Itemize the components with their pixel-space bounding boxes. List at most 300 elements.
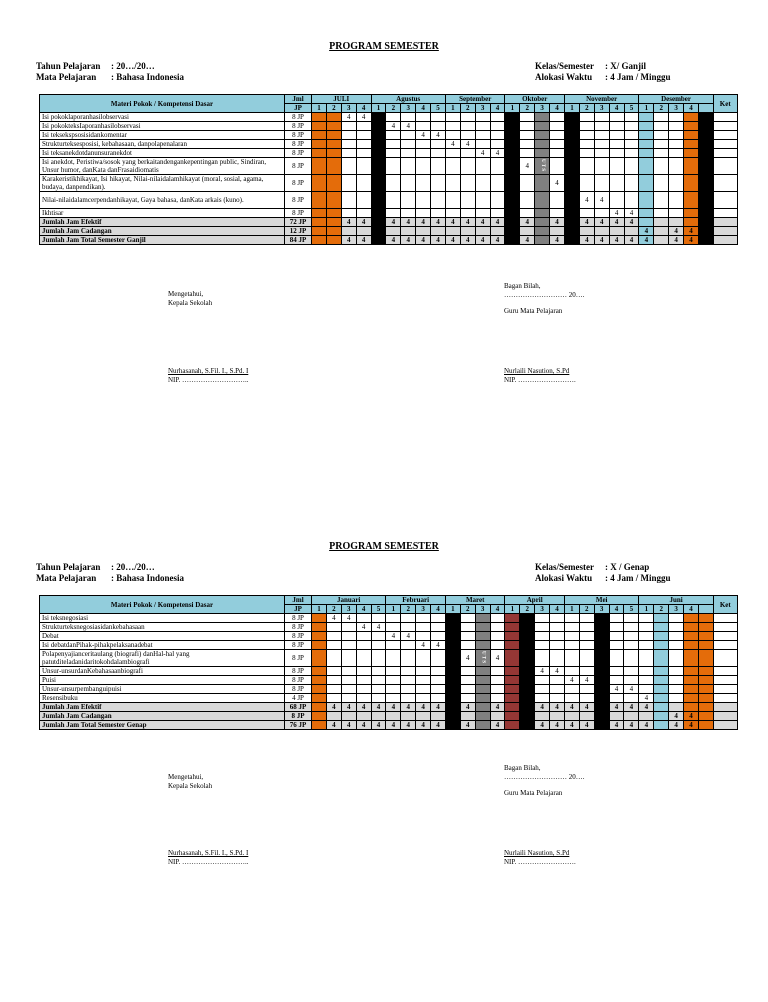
week-cell — [326, 685, 341, 694]
week-cell — [341, 694, 356, 703]
week-cell: 4 — [490, 650, 505, 667]
week-cell — [416, 113, 431, 122]
guru-text: Guru Mata Pelajaran — [504, 307, 563, 315]
week-cell — [624, 712, 639, 721]
week-cell — [460, 676, 475, 685]
week-cell — [490, 694, 505, 703]
week-cell: 4 — [669, 721, 684, 730]
week-cell — [460, 227, 475, 236]
week-cell — [579, 149, 594, 158]
header-row-months — [40, 95, 738, 104]
week-cell: 4 — [386, 218, 401, 227]
week-cell — [326, 712, 341, 721]
table-row — [40, 131, 738, 140]
week-cell — [698, 122, 713, 131]
week-cell — [669, 131, 684, 140]
uts-label: U T S — [540, 158, 546, 172]
week-cell — [579, 175, 594, 192]
week-cell — [609, 192, 624, 209]
week-cell — [684, 685, 699, 694]
week-cell — [371, 712, 386, 721]
ket-cell — [713, 721, 737, 730]
week-header: 1 — [639, 104, 654, 113]
week-header: 2 — [654, 104, 669, 113]
week-cell: 4 — [505, 158, 520, 175]
week-cell — [341, 685, 356, 694]
week-cell — [639, 113, 654, 122]
week-cell — [356, 158, 371, 175]
week-header: 2 — [460, 605, 475, 614]
week-header: 3 — [475, 104, 490, 113]
week-cell: 4 — [356, 218, 371, 227]
week-cell — [535, 632, 550, 641]
week-cell — [371, 149, 386, 158]
week-cell — [639, 149, 654, 158]
week-header: 4 — [684, 605, 699, 614]
week-cell — [312, 175, 327, 192]
week-cell — [341, 209, 356, 218]
week-cell: 4 — [609, 236, 624, 245]
week-cell — [371, 227, 386, 236]
week-cell — [475, 685, 490, 694]
week-cell — [490, 614, 505, 623]
week-header: 2 — [520, 104, 535, 113]
week-cell — [386, 694, 401, 703]
week-cell: 4 — [416, 131, 431, 140]
week-cell — [698, 158, 713, 175]
tahun-value: : 20…/20… — [111, 562, 155, 572]
week-cell — [624, 694, 639, 703]
week-cell — [654, 236, 669, 245]
week-header: 1 — [312, 104, 327, 113]
materi-cell: Isi teksnegosiasi — [40, 614, 285, 623]
week-cell — [371, 209, 386, 218]
week-cell — [609, 158, 624, 175]
week-cell: 4 — [431, 236, 446, 245]
week-cell — [371, 122, 386, 131]
kepala-sekolah-text: Kepala Sekolah — [168, 299, 213, 307]
week-cell — [505, 122, 520, 131]
week-cell: 4 — [445, 218, 460, 227]
week-cell — [386, 175, 401, 192]
week-cell — [460, 623, 475, 632]
week-cell — [431, 685, 446, 694]
week-cell — [445, 149, 460, 158]
week-cell: 4 — [579, 676, 594, 685]
week-cell — [654, 712, 669, 721]
week-cell — [445, 175, 460, 192]
week-cell — [698, 667, 713, 676]
week-cell — [341, 623, 356, 632]
week-cell — [445, 131, 460, 140]
week-cell — [550, 131, 565, 140]
week-cell — [312, 236, 327, 245]
jml-cell: 72 JP — [285, 218, 312, 227]
week-header: 4 — [490, 605, 505, 614]
week-cell — [445, 712, 460, 721]
week-cell: 4 — [609, 685, 624, 694]
week-cell — [565, 113, 580, 122]
ket-cell — [713, 685, 737, 694]
week-cell — [401, 227, 416, 236]
table-row — [40, 113, 738, 122]
week-cell — [505, 712, 520, 721]
week-cell — [684, 149, 699, 158]
week-cell: 4 — [684, 236, 699, 245]
week-cell — [535, 140, 550, 149]
week-cell — [386, 209, 401, 218]
week-cell — [520, 721, 535, 730]
week-cell: 4 — [326, 614, 341, 623]
week-cell — [341, 175, 356, 192]
week-cell — [505, 623, 520, 632]
ket-cell — [713, 113, 737, 122]
week-cell — [356, 131, 371, 140]
week-cell — [475, 131, 490, 140]
week-cell: 4 — [416, 236, 431, 245]
week-cell — [505, 667, 520, 676]
table-row — [40, 632, 738, 641]
week-cell — [654, 227, 669, 236]
materi-cell: Isi pokokteksIaporanhasilobservasi — [40, 122, 285, 131]
week-cell — [698, 140, 713, 149]
week-cell — [401, 650, 416, 667]
week-cell — [669, 632, 684, 641]
week-cell — [609, 650, 624, 667]
week-cell — [431, 209, 446, 218]
week-cell: 4 — [401, 632, 416, 641]
week-cell — [356, 694, 371, 703]
month-header: Oktober — [505, 95, 565, 104]
week-cell — [312, 131, 327, 140]
week-cell — [490, 192, 505, 209]
summary-row — [40, 712, 738, 721]
week-cell — [386, 676, 401, 685]
table-row — [40, 140, 738, 149]
week-cell — [445, 694, 460, 703]
week-cell — [684, 122, 699, 131]
week-cell — [341, 676, 356, 685]
week-cell — [445, 650, 460, 667]
week-cell — [698, 721, 713, 730]
week-cell — [639, 140, 654, 149]
week-cell — [326, 140, 341, 149]
week-cell — [416, 227, 431, 236]
week-cell: 4 — [535, 703, 550, 712]
week-header: 4 — [609, 605, 624, 614]
week-header: 5 — [624, 605, 639, 614]
week-cell — [401, 694, 416, 703]
week-cell — [654, 218, 669, 227]
week-header: 1 — [505, 104, 520, 113]
table-row — [40, 122, 738, 131]
week-cell — [550, 140, 565, 149]
table-row — [40, 676, 738, 685]
week-cell — [669, 623, 684, 632]
week-cell — [579, 122, 594, 131]
summary-row — [40, 227, 738, 236]
week-cell — [475, 694, 490, 703]
week-cell — [431, 113, 446, 122]
jml-cell: 8 JP — [285, 192, 312, 209]
week-cell: 4 — [579, 721, 594, 730]
week-header: 3 — [401, 104, 416, 113]
table-row — [40, 192, 738, 209]
week-cell — [475, 209, 490, 218]
week-cell — [520, 209, 535, 218]
week-cell: 4 — [594, 218, 609, 227]
week-cell: 4 — [401, 721, 416, 730]
week-cell — [505, 192, 520, 209]
week-cell — [445, 192, 460, 209]
week-cell — [505, 694, 520, 703]
week-cell — [639, 712, 654, 721]
uts-label: U T S — [480, 650, 486, 664]
week-cell: 4 — [490, 703, 505, 712]
week-cell — [520, 149, 535, 158]
week-cell: 4 — [416, 721, 431, 730]
ket-cell — [713, 175, 737, 192]
guru-name: Nurlaili Nasution, S.Pd — [504, 849, 570, 857]
week-cell — [594, 676, 609, 685]
week-cell — [654, 641, 669, 650]
week-header: 5 — [624, 104, 639, 113]
week-cell — [609, 122, 624, 131]
jml-cell: 84 JP — [285, 236, 312, 245]
week-cell — [490, 227, 505, 236]
week-cell — [356, 614, 371, 623]
week-cell — [535, 149, 550, 158]
week-cell — [624, 140, 639, 149]
program-table-genap — [39, 595, 738, 730]
week-cell — [341, 158, 356, 175]
week-cell — [312, 694, 327, 703]
week-cell — [386, 149, 401, 158]
week-cell — [431, 158, 446, 175]
week-cell — [564, 685, 579, 694]
week-cell — [490, 209, 505, 218]
week-header: 2 — [460, 104, 475, 113]
tahun-label: Tahun Pelajaran — [36, 61, 101, 71]
week-cell — [684, 650, 699, 667]
week-cell — [520, 623, 535, 632]
tahun-value: : 20…/20… — [111, 61, 155, 71]
week-cell — [475, 703, 490, 712]
week-cell — [669, 218, 684, 227]
week-cell — [639, 685, 654, 694]
week-cell — [460, 632, 475, 641]
page-title: PROGRAM SEMESTER — [329, 41, 439, 52]
jml-cell: 8 JP — [285, 131, 312, 140]
week-cell: 4 — [550, 667, 565, 676]
week-cell — [698, 236, 713, 245]
week-cell: 4 — [416, 641, 431, 650]
table-row — [40, 614, 738, 623]
week-cell — [594, 721, 609, 730]
week-cell — [401, 175, 416, 192]
week-cell: 4 — [386, 721, 401, 730]
week-cell — [386, 192, 401, 209]
week-cell — [550, 158, 565, 175]
week-cell — [445, 667, 460, 676]
ket-cell — [713, 122, 737, 131]
summary-row — [40, 703, 738, 712]
signature-right-name-2 — [504, 849, 576, 867]
week-cell — [535, 122, 550, 131]
materi-cell: Unsur-unsurpembanguipuisi — [40, 685, 285, 694]
jml-cell: 8 JP — [285, 209, 312, 218]
week-cell — [654, 632, 669, 641]
week-cell — [326, 676, 341, 685]
week-cell — [431, 227, 446, 236]
week-cell — [326, 209, 341, 218]
week-cell — [371, 650, 386, 667]
ket-cell — [713, 641, 737, 650]
week-cell — [475, 227, 490, 236]
week-cell — [401, 149, 416, 158]
week-cell — [579, 227, 594, 236]
week-cell — [401, 131, 416, 140]
summary-label: Jumlah Jam Total Semester Genap — [40, 721, 285, 730]
jp-header: JP — [285, 104, 312, 113]
month-header: Desember — [639, 95, 713, 104]
week-cell — [326, 218, 341, 227]
materi-cell: Debat — [40, 632, 285, 641]
week-cell: 4 — [341, 721, 356, 730]
week-cell — [639, 650, 654, 667]
week-cell — [565, 158, 580, 175]
week-cell — [698, 192, 713, 209]
week-cell — [624, 131, 639, 140]
week-cell: 4 — [416, 218, 431, 227]
kelas-value: : X / Genap — [605, 562, 650, 572]
week-cell — [609, 149, 624, 158]
week-cell — [520, 192, 535, 209]
week-cell — [669, 694, 684, 703]
week-cell — [550, 676, 565, 685]
week-cell — [550, 122, 565, 131]
week-cell: 4 — [669, 227, 684, 236]
week-cell: 4 — [520, 218, 535, 227]
week-cell — [460, 192, 475, 209]
guru-text: Guru Mata Pelajaran — [504, 789, 563, 797]
week-cell — [579, 694, 594, 703]
week-cell — [639, 623, 654, 632]
week-cell — [535, 175, 550, 192]
week-cell — [565, 131, 580, 140]
week-cell: 4 — [416, 703, 431, 712]
week-cell — [341, 667, 356, 676]
week-cell — [475, 175, 490, 192]
week-cell — [341, 140, 356, 149]
week-cell — [460, 175, 475, 192]
week-cell — [371, 140, 386, 149]
week-cell — [460, 209, 475, 218]
week-cell — [535, 685, 550, 694]
jml-cell: 76 JP — [285, 721, 312, 730]
week-cell — [326, 650, 341, 667]
week-cell — [669, 149, 684, 158]
week-cell — [460, 712, 475, 721]
week-cell — [312, 676, 327, 685]
week-cell — [371, 694, 386, 703]
week-cell — [341, 149, 356, 158]
week-cell — [490, 158, 505, 175]
week-cell — [341, 227, 356, 236]
week-cell — [416, 149, 431, 158]
week-cell — [684, 632, 699, 641]
alokasi-value: : 4 Jam / Minggu — [605, 573, 671, 583]
week-cell — [371, 131, 386, 140]
week-cell — [326, 175, 341, 192]
signature-right — [504, 282, 585, 316]
week-cell — [505, 113, 520, 122]
week-cell — [475, 721, 490, 730]
week-cell — [609, 632, 624, 641]
week-cell: 4 — [356, 703, 371, 712]
week-cell — [431, 149, 446, 158]
week-cell — [371, 667, 386, 676]
week-cell: 4 — [475, 149, 490, 158]
week-cell — [356, 650, 371, 667]
kepala-sekolah-text: Kepala Sekolah — [168, 782, 213, 790]
week-cell — [312, 650, 327, 667]
week-cell — [460, 694, 475, 703]
info-left — [36, 61, 184, 83]
kepala-nip: NIP. ……………………….. — [168, 376, 249, 384]
week-cell: 4 — [386, 632, 401, 641]
week-cell — [535, 623, 550, 632]
week-cell — [669, 685, 684, 694]
week-header: 2 — [386, 104, 401, 113]
week-cell — [356, 676, 371, 685]
ket-cell — [713, 650, 737, 667]
month-header: Mei — [564, 596, 638, 605]
week-cell — [654, 623, 669, 632]
week-cell — [356, 685, 371, 694]
table-row — [40, 641, 738, 650]
week-cell — [475, 158, 490, 175]
week-header: 2 — [326, 104, 341, 113]
week-cell — [594, 632, 609, 641]
week-cell — [594, 641, 609, 650]
jml-cell: 12 JP — [285, 227, 312, 236]
week-cell — [356, 632, 371, 641]
week-cell: 4 — [460, 236, 475, 245]
week-cell: 4 — [341, 113, 356, 122]
week-cell: 4 — [624, 721, 639, 730]
jml-cell: 8 JP — [285, 632, 312, 641]
week-cell — [445, 632, 460, 641]
week-header: 1 — [445, 605, 460, 614]
week-cell — [445, 676, 460, 685]
week-header-spacer — [698, 605, 713, 614]
week-cell — [401, 685, 416, 694]
header-row-months — [40, 596, 738, 605]
week-cell — [639, 209, 654, 218]
alokasi-label: Alokasi Waktu — [535, 72, 593, 82]
week-cell — [698, 632, 713, 641]
week-cell — [312, 712, 327, 721]
week-cell — [609, 667, 624, 676]
week-cell — [312, 614, 327, 623]
week-cell: 4 — [490, 721, 505, 730]
week-cell: 4 — [609, 721, 624, 730]
week-cell: 4 — [639, 721, 654, 730]
week-cell — [490, 113, 505, 122]
jml-cell: 8 JP — [285, 667, 312, 676]
info-right-2 — [535, 562, 671, 584]
